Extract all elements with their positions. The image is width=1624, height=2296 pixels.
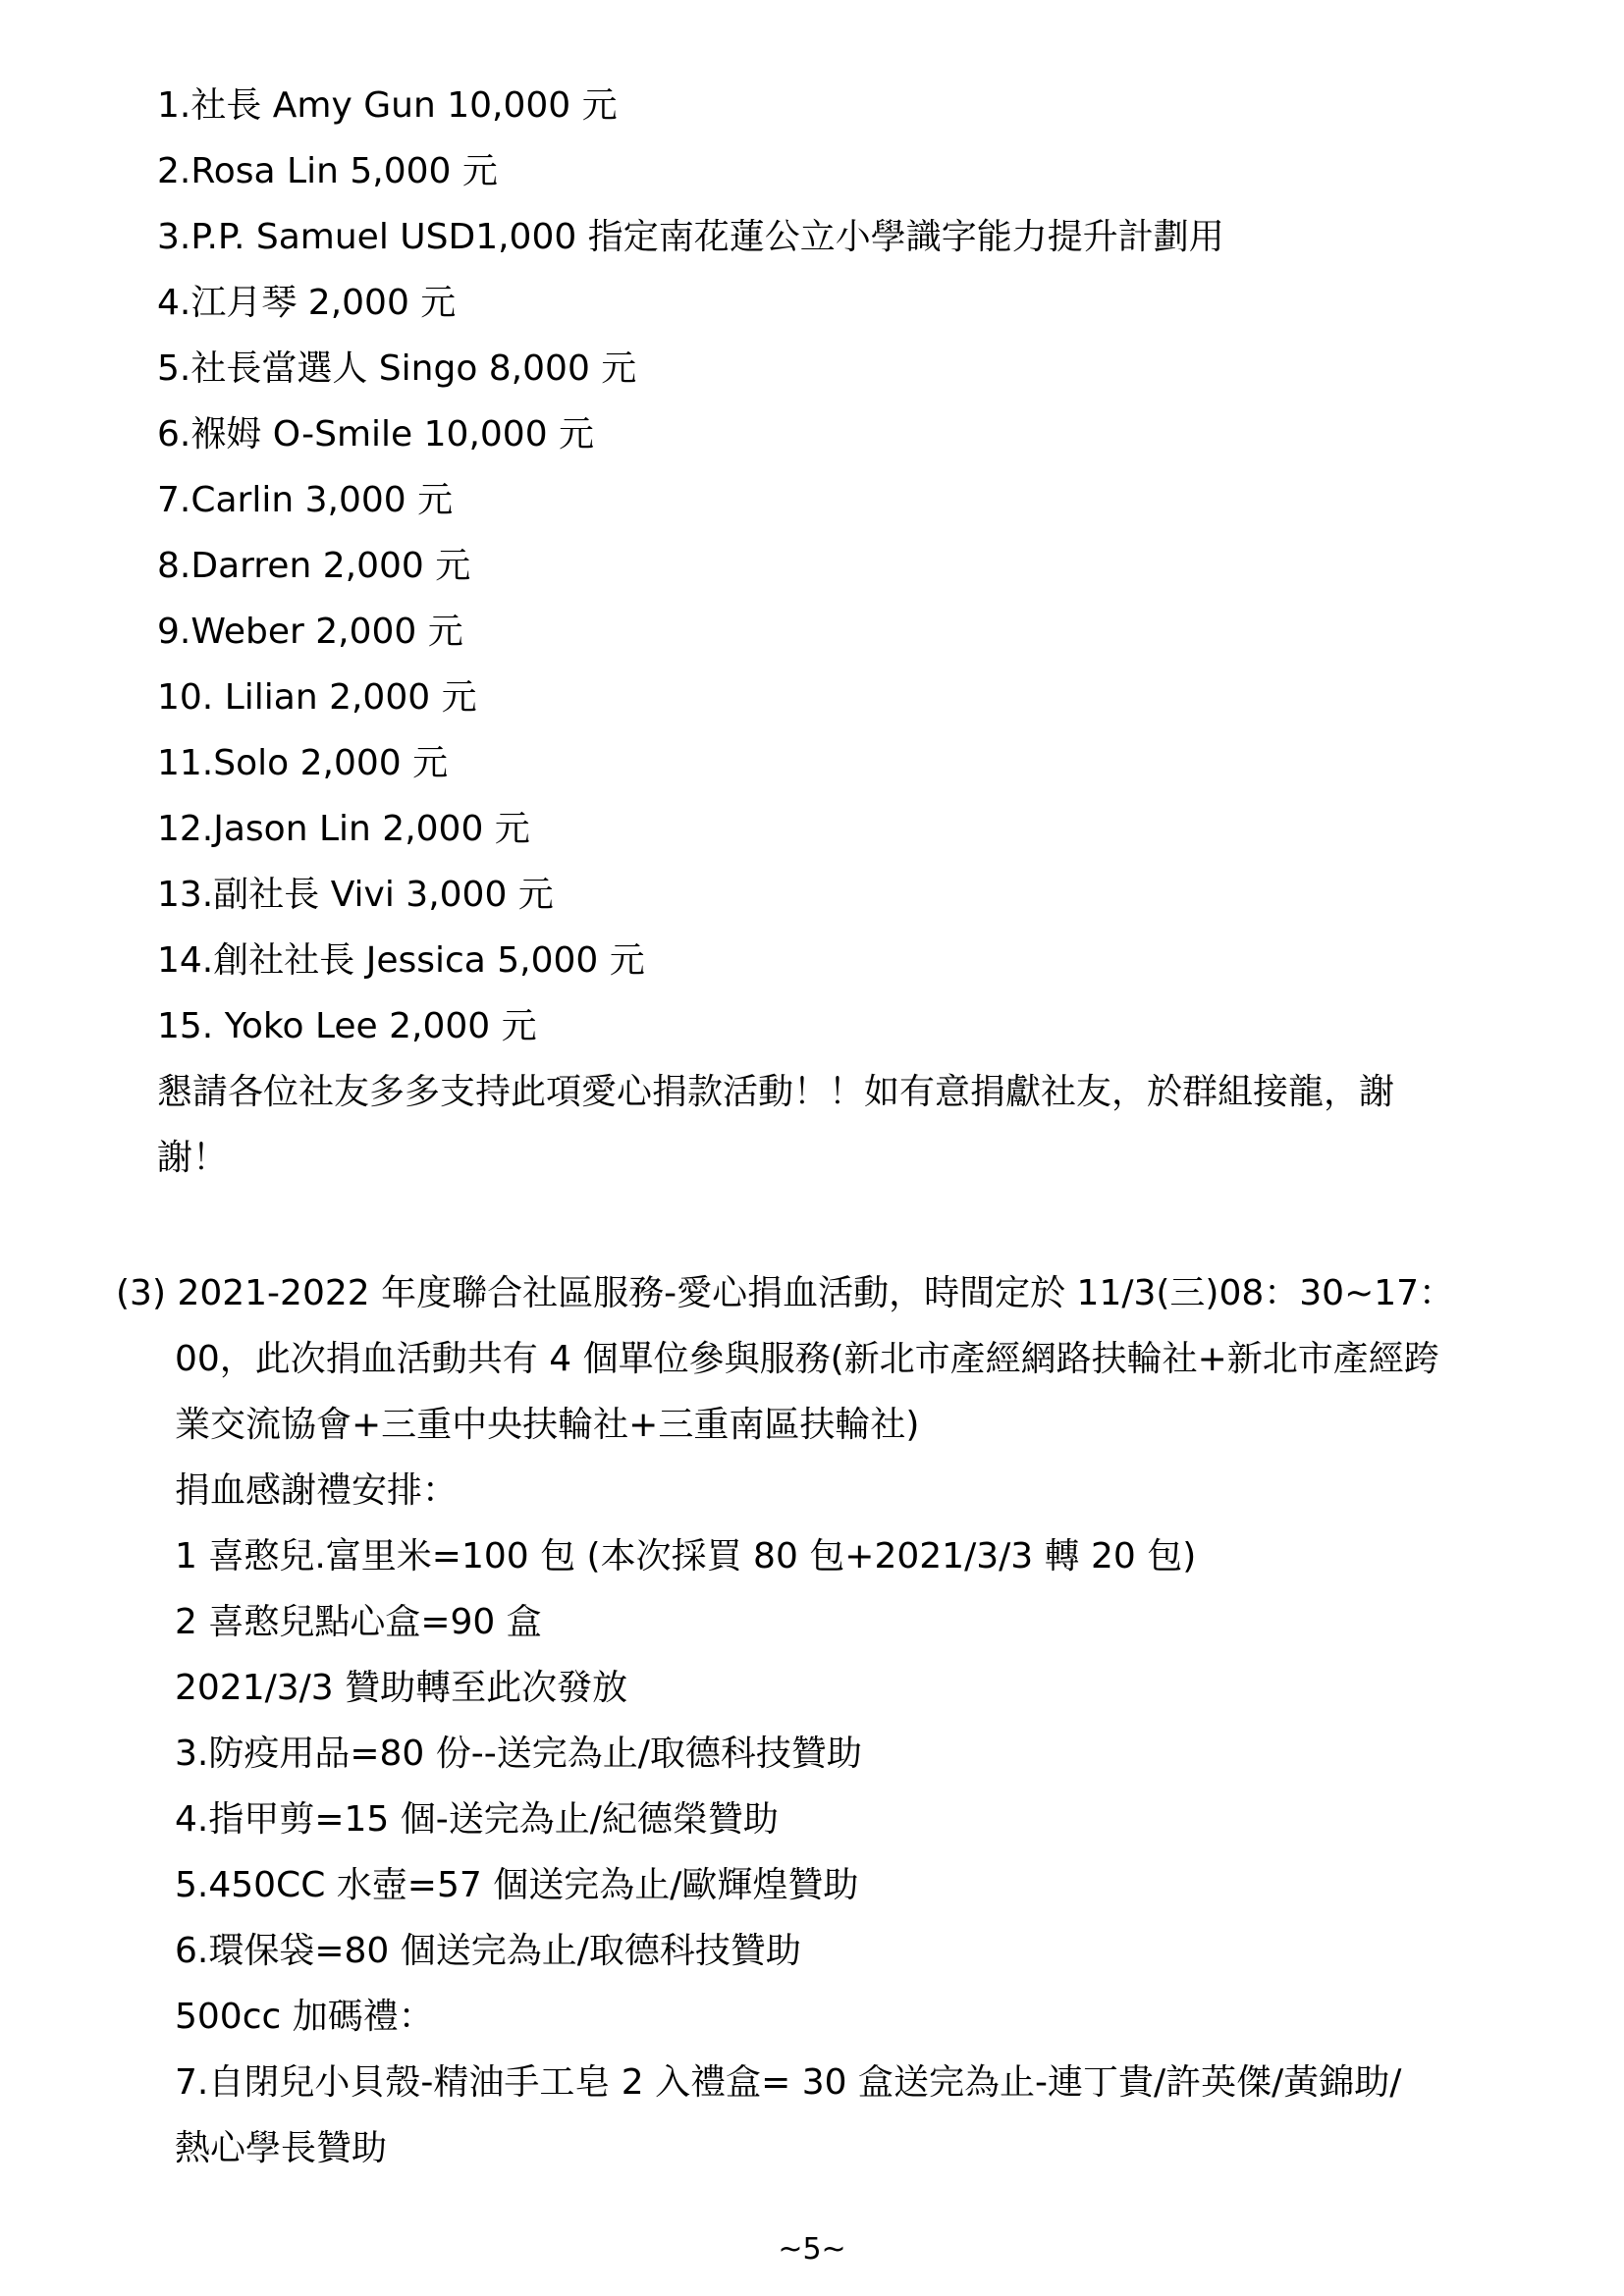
donation-item: 8.Darren 2,000 元 bbox=[157, 546, 471, 586]
appeal-text: 謝！ bbox=[157, 1138, 229, 1178]
gift-title: 捐血感謝禮安排： bbox=[175, 1470, 459, 1511]
gift-item: 500cc 加碼禮： bbox=[175, 1997, 434, 2037]
donation-item: 7.Carlin 3,000 元 bbox=[157, 480, 454, 520]
gift-item: 2021/3/3 贊助轉至此次發放 bbox=[175, 1668, 628, 1708]
gift-item: 1 喜憨兒.富里米=100 包 (本次採買 80 包+2021/3/3 轉 20 包) bbox=[175, 1536, 1197, 1576]
gift-item: 6.環保袋=80 個送完為止/取德科技贊助 bbox=[175, 1931, 801, 1971]
donation-item: 3.P.P. Samuel USD1,000 指定南花蓮公立小學識字能力提升計劃用 bbox=[157, 217, 1224, 257]
gift-item: 3.防疫用品=80 份--送完為止/取德科技贊助 bbox=[175, 1734, 862, 1774]
gift-item: 2 喜憨兒點心盒=90 盒 bbox=[175, 1602, 542, 1642]
donation-item: 14.創社社長 Jessica 5,000 元 bbox=[157, 940, 645, 981]
section-text: 業交流協會+三重中央扶輪社+三重南區扶輪社) bbox=[175, 1405, 920, 1445]
gift-item: 5.450CC 水壺=57 個送完為止/歐輝煌贊助 bbox=[175, 1865, 859, 1905]
section-text: 00，此次捐血活動共有 4 個單位參與服務(新北市產經網路扶輪社+新北市產經跨 bbox=[175, 1339, 1439, 1379]
page-number: ~5~ bbox=[778, 2232, 846, 2267]
appeal-text: 懇請各位社友多多支持此項愛心捐款活動！！如有意捐獻社友，於群組接龍，謝 bbox=[157, 1072, 1395, 1112]
donation-item: 11.Solo 2,000 元 bbox=[157, 743, 449, 783]
donation-item: 4.江月琴 2,000 元 bbox=[157, 283, 457, 323]
donation-item: 2.Rosa Lin 5,000 元 bbox=[157, 151, 498, 191]
donation-item: 9.Weber 2,000 元 bbox=[157, 612, 463, 652]
donation-item: 1.社長 Amy Gun 10,000 元 bbox=[157, 85, 618, 126]
donation-item: 10. Lilian 2,000 元 bbox=[157, 677, 477, 718]
donation-item: 15. Yoko Lee 2,000 元 bbox=[157, 1006, 537, 1046]
donation-item: 6.褓姆 O-Smile 10,000 元 bbox=[157, 414, 595, 454]
gift-item: 4.指甲剪=15 個-送完為止/紀德榮贊助 bbox=[175, 1799, 779, 1840]
donation-item: 13.副社長 Vivi 3,000 元 bbox=[157, 875, 554, 915]
section-heading: (3) 2021-2022 年度聯合社區服務-愛心捐血活動，時間定於 11/3(三)08：30~17： bbox=[116, 1273, 1455, 1313]
donation-item: 5.社長當選人 Singo 8,000 元 bbox=[157, 348, 637, 389]
gift-item: 7.自閉兒小貝殼-精油手工皂 2 入禮盒= 30 盒送完為止-連丁貴/許英傑/黃錦助/ bbox=[175, 2062, 1402, 2103]
donation-item: 12.Jason Lin 2,000 元 bbox=[157, 809, 530, 849]
gift-item: 熱心學長贊助 bbox=[175, 2128, 388, 2168]
